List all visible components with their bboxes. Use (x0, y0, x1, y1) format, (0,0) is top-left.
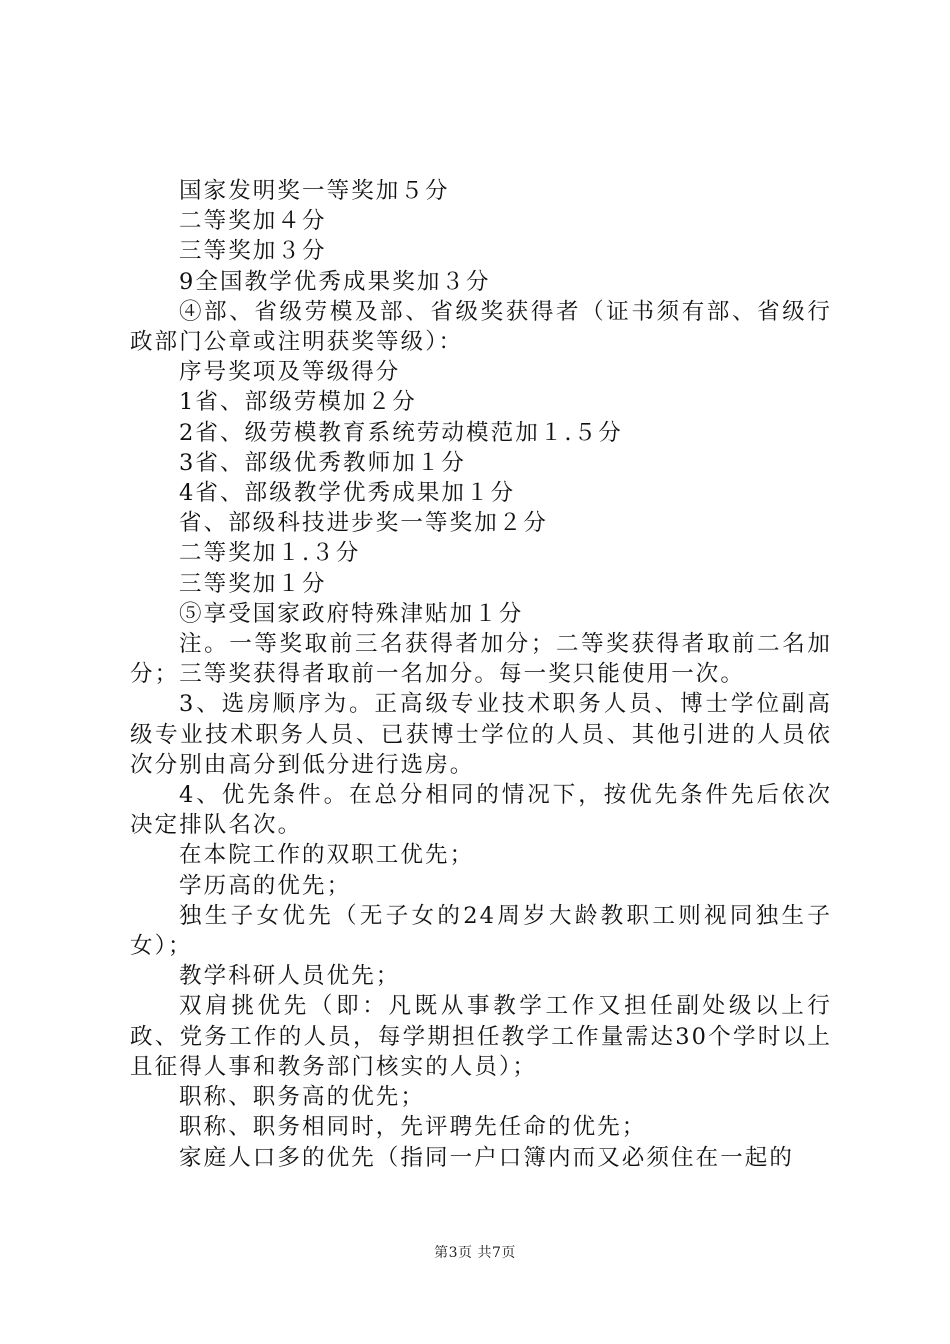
paragraph: 省、部级科技进步奖一等奖加２分 (179, 510, 549, 537)
paragraph: 4、优先条件。在总分相同的情况下，按优先条件先后依次决定排队名次。 (130, 782, 832, 839)
page-number-footer: 第3页 共7页 (434, 1245, 516, 1261)
document-body (130, 176, 832, 1173)
paragraph: 3、选房顺序为。正高级专业技术职务人员、博士学位副高级专业技术职务人员、已获博士学位的人员、其他引进的人员依次分别由高分到低分进行选房。 (130, 691, 832, 778)
paragraph: 1省、部级劳模加２分 (179, 389, 417, 416)
paragraph: 职称、职务相同时，先评聘先任命的优先； (179, 1114, 647, 1141)
paragraph: 国家发明奖一等奖加５分 (179, 178, 450, 204)
paragraph: 二等奖加１.３分 (179, 540, 361, 567)
paragraph: 9全国教学优秀成果奖加３分 (179, 268, 491, 295)
paragraph: 4省、部级教学优秀成果加１分 (179, 480, 516, 507)
paragraph: 独生子女优先（无子女的24周岁大龄教职工则视同独生子女）； (130, 902, 832, 960)
paragraph: 双肩挑优先（即：凡既从事教学工作又担任副处级以上行政、党务工作的人员，每学期担任教学工作量需达30个学时以上且征得人事和教务部门核实的人员）； (130, 993, 832, 1080)
paragraph: 学历高的优先； (179, 872, 352, 899)
paragraph: 职称、职务高的优先； (179, 1084, 426, 1111)
paragraph: 序号奖项及等级得分 (179, 359, 401, 386)
paragraph: 注。一等奖取前三名获得者加分；二等奖获得者取前二名加分；三等奖获得者取前一名加分。每一奖只能使用一次。 (130, 631, 832, 688)
paragraph: 三等奖加１分 (179, 570, 327, 597)
paragraph: 三等奖加３分 (179, 238, 327, 265)
paragraph: 家庭人口多的优先（指同一户口簿内而又必须住在一起的 (179, 1144, 795, 1171)
paragraph: 2省、级劳模教育系统劳动模范加１.５分 (179, 419, 623, 446)
paragraph: 二等奖加４分 (179, 208, 327, 235)
paragraph: 教学科研人员优先； (179, 963, 401, 990)
paragraph: 3省、部级优秀教师加１分 (179, 449, 467, 476)
paragraph: ⑤享受国家政府特殊津贴加１分 (179, 600, 524, 627)
paragraph: ④部、省级劳模及部、省级奖获得者（证书须有部、省级行政部门公章或注明获奖等级）： (130, 298, 832, 356)
paragraph: 在本院工作的双职工优先； (179, 842, 475, 869)
